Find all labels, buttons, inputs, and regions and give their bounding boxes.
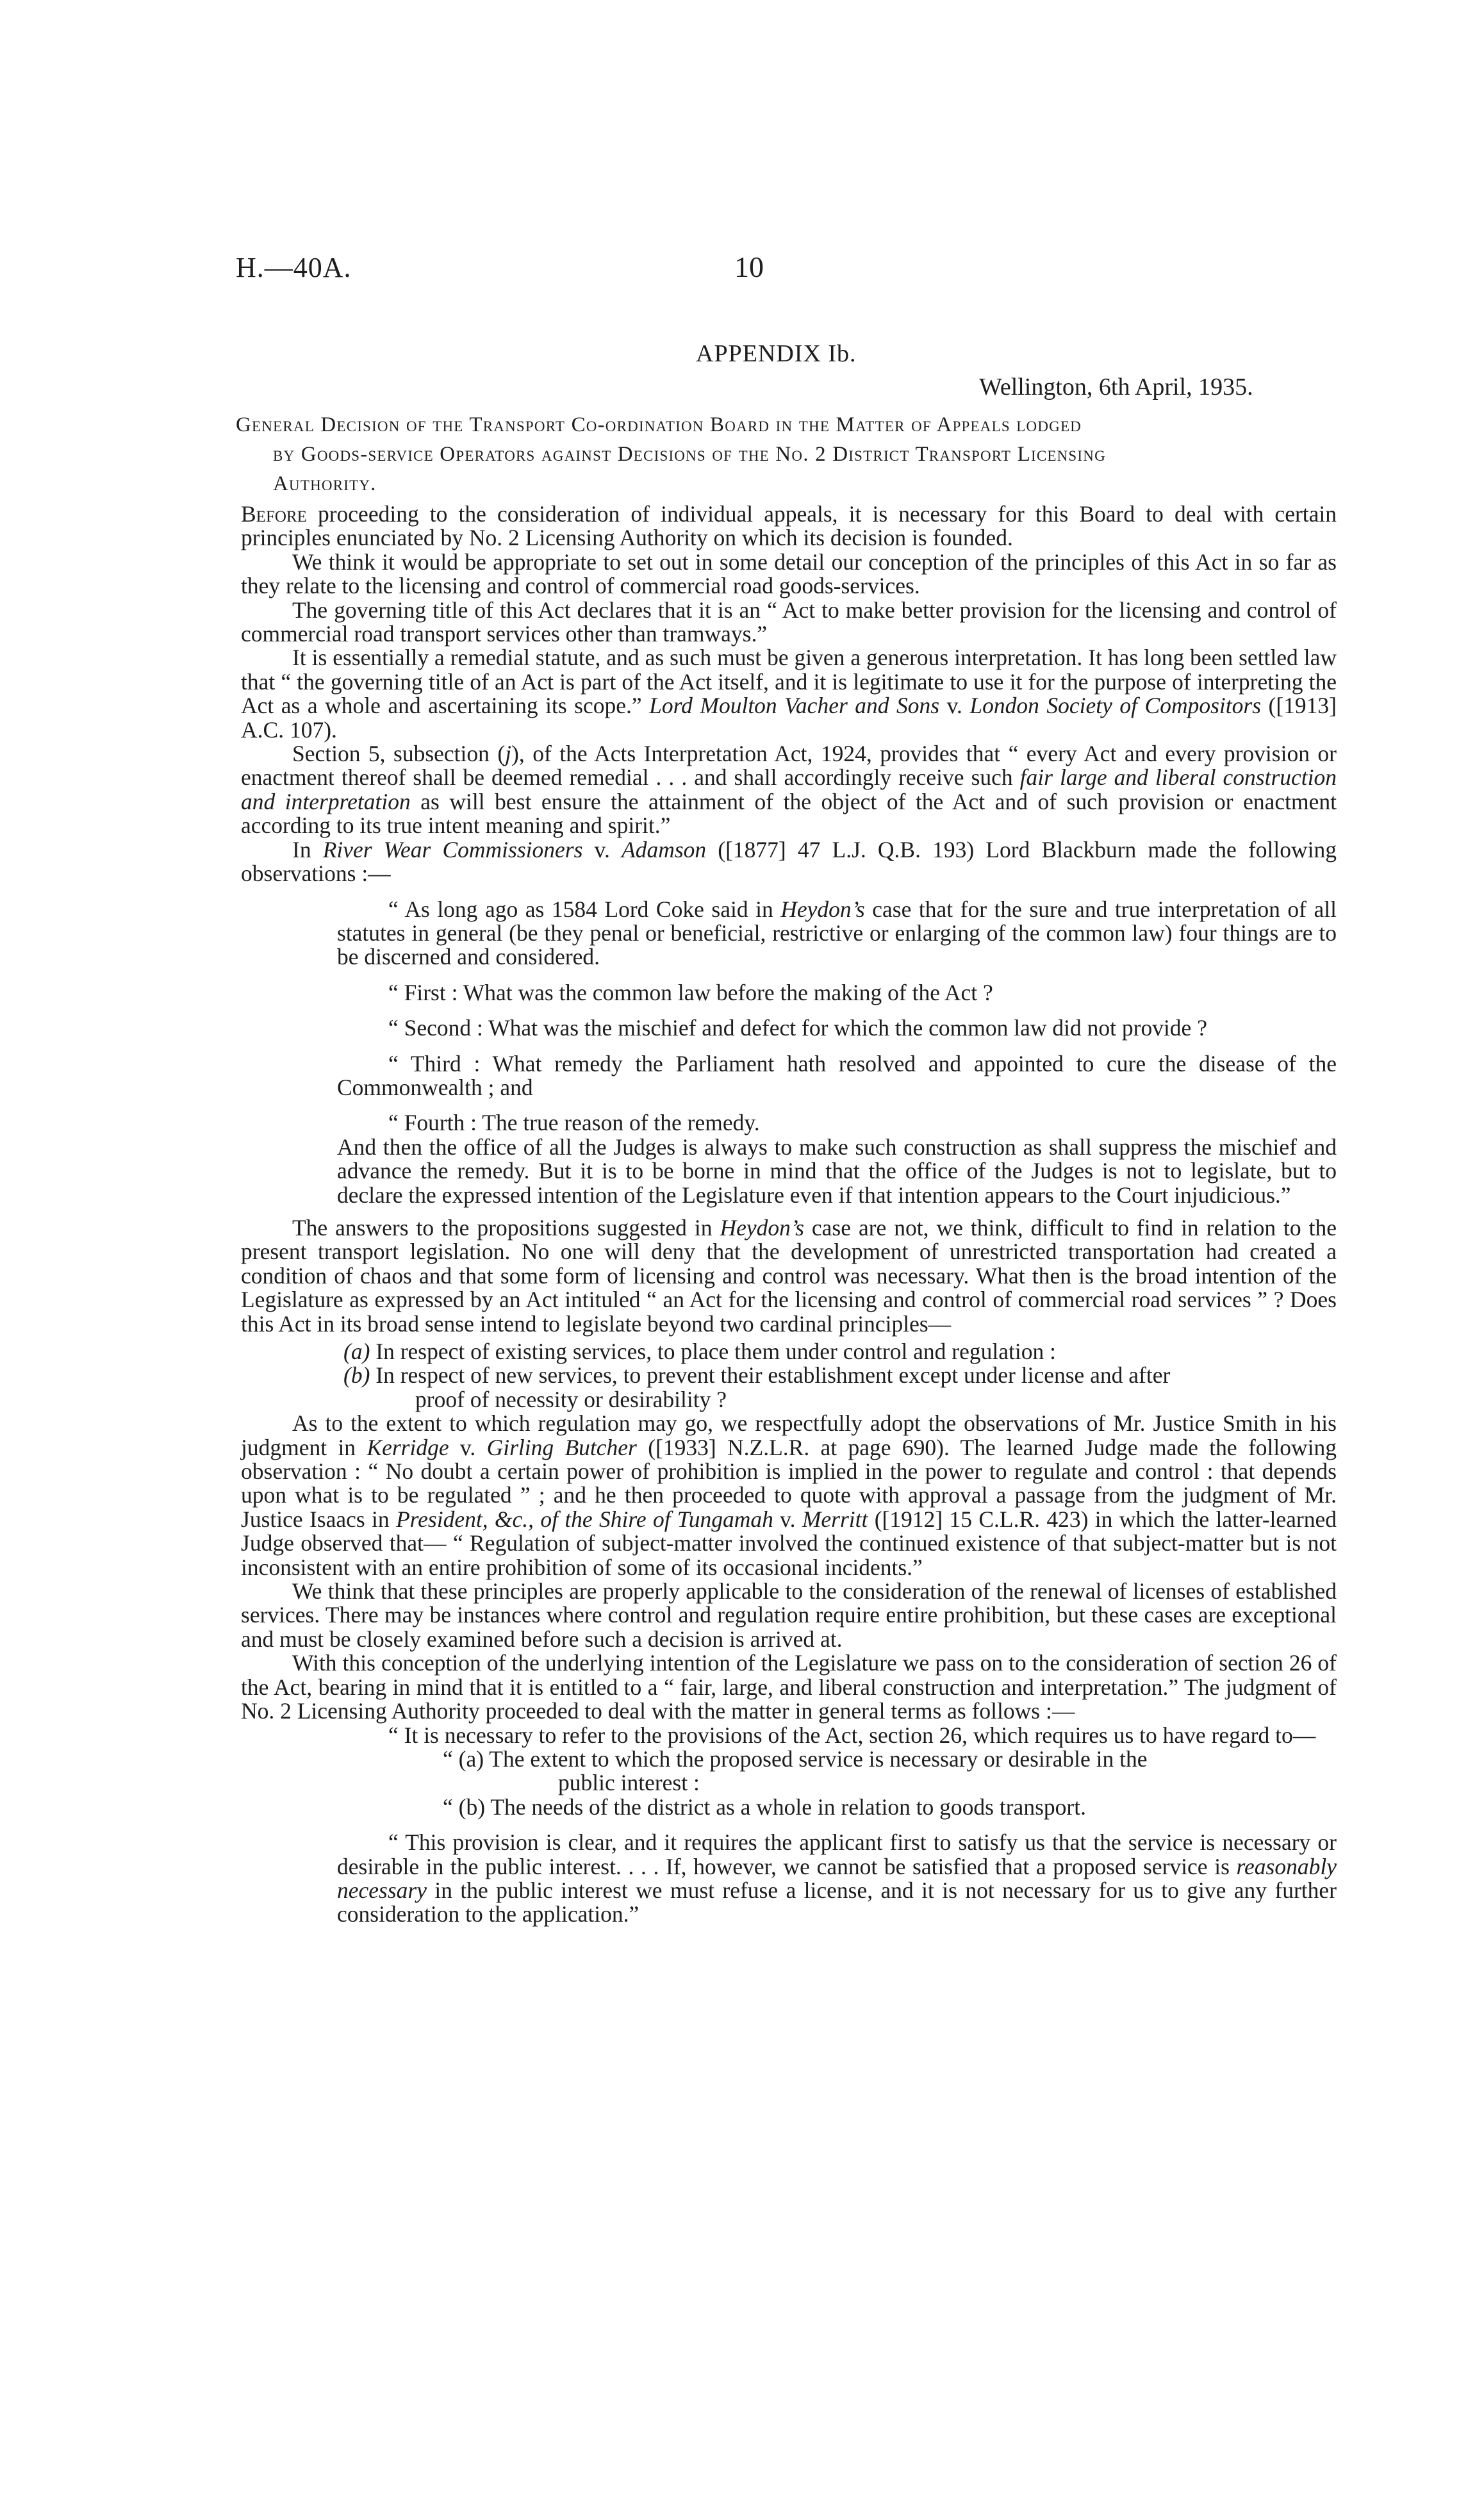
- quote-second: “ Second : What was the mischief and defect for which the common law did not provide ?: [388, 1015, 1207, 1041]
- paragraph-text: case are not, we think, difficult to find in relation to the present transport legislation. No one will deny that the development of unrestricted transportation had created a condition of chaos and that some form of licensing and control was necessary. What then is the broad intention of the Legislature as expressed by an Act intituled “ an Act for the licensing and control of commercial road services ” ? Does this Act in its broad sense intend to legislate beyond two cardinal principles—: [241, 1214, 1337, 1337]
- quote-text: case that for the sure and true interpretation of all statutes in general (be they penal or beneficial, restrictive or enlarging of the common law) four things are to be discerned and considered.: [337, 896, 1337, 970]
- paragraph-text: It is essentially a remedial statute, and as such must be given a generous interpretation. It has long been settled law that “ the governing title of an Act is part of the Act itself, and it is legitimate to use it for the purpose of interpreting the Act as a whole and ascertaining its scope.”: [241, 645, 1337, 719]
- list-label: “ (a): [443, 1745, 484, 1772]
- case-citation: Heydon’s: [720, 1214, 804, 1241]
- paragraph-text: In: [292, 836, 323, 862]
- paragraph-text: The answers to the propositions suggested in: [292, 1214, 720, 1241]
- case-citation: Girling Butcher: [486, 1434, 637, 1460]
- case-citation: River Wear Commissioners: [322, 836, 583, 862]
- list-item-a: [343, 1340, 1337, 1364]
- quote-provision: [337, 1831, 1337, 1927]
- heading-line-2: by Goods-service Operators against Decisions of the No. 2 District Transport Licensing: [273, 443, 1106, 466]
- list-item-b: [343, 1364, 1337, 1387]
- versus: v.: [773, 1506, 802, 1532]
- emphasis: fair large and liberal construction and interpretation: [241, 764, 1337, 814]
- paragraph-1: [241, 502, 1337, 550]
- list-text-continued: public interest :: [558, 1770, 700, 1796]
- versus: v.: [449, 1434, 487, 1460]
- quote-conclusion: And then the office of all the Judges is always to make such construction as shall suppress the mischief and advance the remedy. But it is to be borne in mind that the office of the Judges is not to legislate, but to declare the expressed intention of the Legislature even if that intention appears to the Court injudicious.”: [337, 1134, 1337, 1208]
- page-number: 10: [734, 251, 764, 283]
- case-citation: London Society of Compositors: [969, 693, 1262, 719]
- versus: v.: [582, 836, 622, 862]
- quote-fourth: “ Fourth : The true reason of the remedy.: [388, 1110, 760, 1136]
- paragraph-10: With this conception of the underlying intention of the Legislature we pass on to the consideration of section 26 of the Act, bearing in mind that it is entitled to a “ fair, large, and liberal construction and interpretation.” The judgment of No. 2 Licensing Authority proceeded to deal with the matter in general terms as follows :—: [241, 1650, 1337, 1724]
- heading-line-1: General Decision of the Transport Co-ordination Board in the Matter of Appeals lodged: [236, 413, 1082, 436]
- paragraph-2: We think it would be appropriate to set out in some detail our conception of the principles of this Act in so far as they relate to the licensing and control of commercial road goods-services.: [241, 548, 1337, 599]
- list-text: In respect of new services, to prevent their establishment except under license and after: [370, 1362, 1171, 1389]
- paragraph-text: ([1877] 47 L.J. Q.B. 193) Lord Blackburn made the following observations :—: [241, 836, 1337, 887]
- decision-heading: [236, 410, 1338, 499]
- list-item-b-continued: proof of necessity or desirability ?: [415, 1386, 727, 1412]
- quote-first: “ First : What was the common law before the making of the Act ?: [388, 979, 993, 1005]
- case-citation: Heydon’s: [780, 896, 865, 922]
- quote-section-26: “ It is necessary to refer to the provisions of the Act, section 26, which requires us to have regard to—: [388, 1722, 1316, 1748]
- principles-list: [343, 1340, 1337, 1412]
- dateline: Wellington, 6th April, 1935.: [979, 374, 1253, 400]
- list-label: “ (b): [443, 1794, 486, 1820]
- list-text: The extent to which the proposed service is necessary or desirable in the: [484, 1745, 1148, 1772]
- list-text: In respect of existing services, to place them under control and regulation :: [370, 1339, 1056, 1364]
- paragraph-text: ), of the Acts Interpretation Act, 1924, provides that “ every Act and every provision or enactment thereof shall be deemed remedial . . . and shall accordingly receive such: [241, 741, 1337, 791]
- paragraph-text: Section 5, subsection (: [292, 741, 506, 767]
- case-citation: Kerridge: [367, 1434, 449, 1460]
- paragraph-text: proceeding to the consideration of individual appeals, it is necessary for this Board to deal with certain principles enunciated by No. 2 Licensing Authority on which its decision is founded.: [241, 501, 1337, 551]
- document-reference: H.—40A.: [236, 252, 352, 283]
- case-citation: Lord Moulton Vacher and Sons: [649, 693, 940, 719]
- paragraph-text: as will best ensure the attainment of the object of the Act and of such provision or enactment according to its true intent meaning and spirit.”: [241, 788, 1337, 839]
- paragraph-9: We think that these principles are properly applicable to the consideration of the renewal of licenses of established services. There may be instances where control and regulation require entire prohibition, but these cases are exceptional and must be closely examined before such a decision is arrived at.: [241, 1578, 1337, 1652]
- quote-text: “ As long ago as 1584 Lord Coke said in: [388, 896, 781, 922]
- paragraph-text: ([1933] N.Z.L.R. at page 690). The learned Judge made the following observation : “ No doubt a certain power of prohibition is implied in the power to regulate and control : that depends upon what is to be regulated ” ; and he then proceeded to quote with approval a passage from the judgment of Mr. Justice Isaacs in: [241, 1434, 1337, 1532]
- quote-item-a: [443, 1747, 1337, 1795]
- paragraph-7: [241, 1216, 1337, 1336]
- paragraph-text: As to the extent to which regulation may go, we respectfully adopt the observations of Mr. Justice Smith in his judgment in: [241, 1410, 1337, 1460]
- document-body: [241, 502, 1337, 1927]
- paragraph-5: [241, 742, 1337, 838]
- subsection-letter: j: [505, 741, 512, 767]
- quote-third: “ Third : What remedy the Parliament hath resolved and appointed to cure the disease of the Commonwealth ; and: [337, 1050, 1337, 1100]
- heading-line-3: Authority.: [273, 472, 377, 495]
- case-citation: Adamson: [622, 836, 707, 862]
- list-text: The needs of the district as a whole in relation to goods transport.: [485, 1794, 1086, 1820]
- paragraph-4: [241, 646, 1337, 742]
- case-citation: Merritt: [802, 1506, 868, 1532]
- paragraph-3: The governing title of this Act declares that it is an “ Act to make better provision for the licensing and control of commercial road transport services other than tramways.”: [241, 597, 1337, 647]
- emphasis: reasonably necessary: [337, 1853, 1337, 1903]
- case-citation: President, &c., of the Shire of Tungamah: [395, 1506, 773, 1532]
- paragraph-text: ([1913] A.C. 107).: [241, 693, 1337, 743]
- list-label: (b): [343, 1362, 370, 1389]
- list-label: (a): [343, 1339, 370, 1364]
- lead-word: Before: [241, 501, 307, 527]
- quote-heydon: [337, 898, 1337, 969]
- appendix-title: APPENDIX Ib.: [696, 340, 857, 367]
- quote-item-b: [443, 1795, 1337, 1819]
- paragraph-8: [241, 1412, 1337, 1579]
- quote-text: “ This provision is clear, and it requires the applicant first to satisfy us that the service is necessary or desirable in the public interest. . . . If, however, we cannot be satisfied that a proposed service is: [337, 1829, 1337, 1879]
- paragraph-6: [241, 838, 1337, 886]
- quote-text: in the public interest we must refuse a license, and it is not necessary for us to give any further consideration to the application.”: [337, 1877, 1337, 1927]
- versus: v.: [939, 693, 970, 719]
- paragraph-text: ([1912] 15 C.L.R. 423) in which the latter-learned Judge observed that— “ Regulation of subject-matter involved the continued existence of that subject-matter but is not inconsistent with an entire prohibition of some of its occasional incidents.”: [241, 1506, 1337, 1580]
